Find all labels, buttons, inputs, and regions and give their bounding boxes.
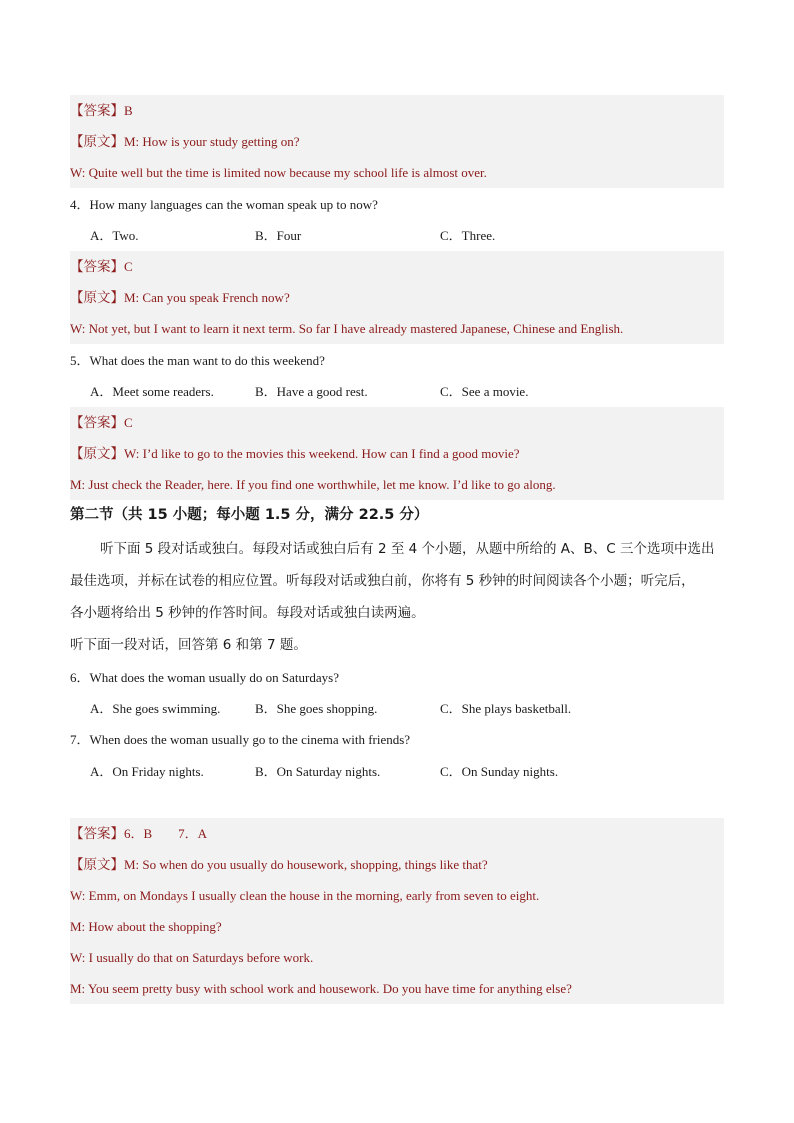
script-label: 【原文】: [70, 134, 124, 150]
q4-option-a: A．Two.: [90, 228, 139, 243]
q4-option-b: B．Four: [255, 228, 302, 243]
section2-instructions-2: 最佳选项，并标在试卷的相应位置。听每段对话或独白前，你将有 5 秒钟的时间阅读各个小题；听完后，: [70, 573, 695, 589]
answer-label: 【答案】: [70, 259, 124, 275]
q4-answer-line: [70, 251, 724, 282]
q3-answer: B: [124, 103, 133, 118]
script-label: 【原文】: [70, 857, 124, 873]
q6-7-script-line2: W: Emm, on Mondays I usually clean the house in the morning, early from seven to eight.: [70, 880, 724, 911]
q6-option-b: B．She goes shopping.: [255, 701, 378, 716]
q7-option-b: B．On Saturday nights.: [255, 764, 381, 779]
q5-option-c: C．See a movie.: [440, 384, 529, 399]
script-label: 【原文】: [70, 446, 124, 462]
q3-script-line1: [70, 126, 724, 157]
q6-option-a: A．She goes swimming.: [90, 701, 221, 716]
answer-label: 【答案】: [70, 415, 124, 431]
answer-label: 【答案】: [70, 103, 124, 119]
script-label: 【原文】: [70, 290, 124, 306]
q4-script-text1: M: Can you speak French now?: [124, 290, 290, 305]
q6-7-answer-line: [70, 818, 724, 849]
q6-7-script-line3: M: How about the shopping?: [70, 911, 724, 942]
q7-question: 7．When does the woman usually go to the cinema with friends?: [70, 732, 411, 747]
q4-option-c: C．Three.: [440, 228, 496, 243]
q5-option-a: A．Meet some readers.: [90, 384, 214, 399]
q5-script-line2: M: Just check the Reader, here. If you find one worthwhile, let me know. I’d like to go along.: [70, 469, 724, 500]
q6-question: 6．What does the woman usually do on Saturdays?: [70, 670, 339, 685]
q3-script-line2: W: Quite well but the time is limited now because my school life is almost over.: [70, 157, 724, 188]
q6-7-script-line1: [70, 849, 724, 880]
q6-option-c: C．She plays basketball.: [440, 701, 572, 716]
section2-sub-instruction: 听下面一段对话，回答第 6 和第 7 题。: [70, 637, 307, 653]
answer-label: 【答案】: [70, 826, 124, 842]
q4-question: 4．How many languages can the woman speak up to now?: [70, 197, 378, 212]
q5-script-text1: W: I’d like to go to the movies this weekend. How can I find a good movie?: [124, 446, 520, 461]
q3-answer-line: [70, 95, 724, 126]
q6-7-script-line5: M: You seem pretty busy with school work and housework. Do you have time for anything else?: [70, 973, 724, 1004]
q4-answer: C: [124, 259, 133, 274]
q5-answer: C: [124, 415, 133, 430]
q6-7-script-text1: M: So when do you usually do housework, shopping, things like that?: [124, 857, 488, 872]
q3-script-text1: M: How is your study getting on?: [124, 134, 300, 149]
q5-option-b: B．Have a good rest.: [255, 384, 368, 399]
q6-7-answer: 6．B 7．A: [124, 826, 208, 841]
q7-option-c: C．On Sunday nights.: [440, 764, 559, 779]
q5-script-line1: [70, 438, 724, 469]
q4-script-line2: W: Not yet, but I want to learn it next term. So far I have already mastered Japanese, Chinese and English.: [70, 313, 724, 344]
section2-instructions-3: 各小题将给出 5 秒钟的作答时间。每段对话或独白读两遍。: [70, 605, 425, 621]
section2-instructions-1: 听下面 5 段对话或独白。每段对话或独白后有 2 至 4 个小题，从题中所给的 A、B、C 三个选项中选出: [100, 541, 715, 557]
q4-script-line1: [70, 282, 724, 313]
q5-question: 5．What does the man want to do this weekend?: [70, 353, 325, 368]
q5-answer-line: [70, 407, 724, 438]
q7-option-a: A．On Friday nights.: [90, 764, 204, 779]
q6-7-script-line4: W: I usually do that on Saturdays before work.: [70, 942, 724, 973]
section2-heading: 第二节（共 15 小题；每小题 1.5 分，满分 22.5 分）: [70, 507, 429, 523]
